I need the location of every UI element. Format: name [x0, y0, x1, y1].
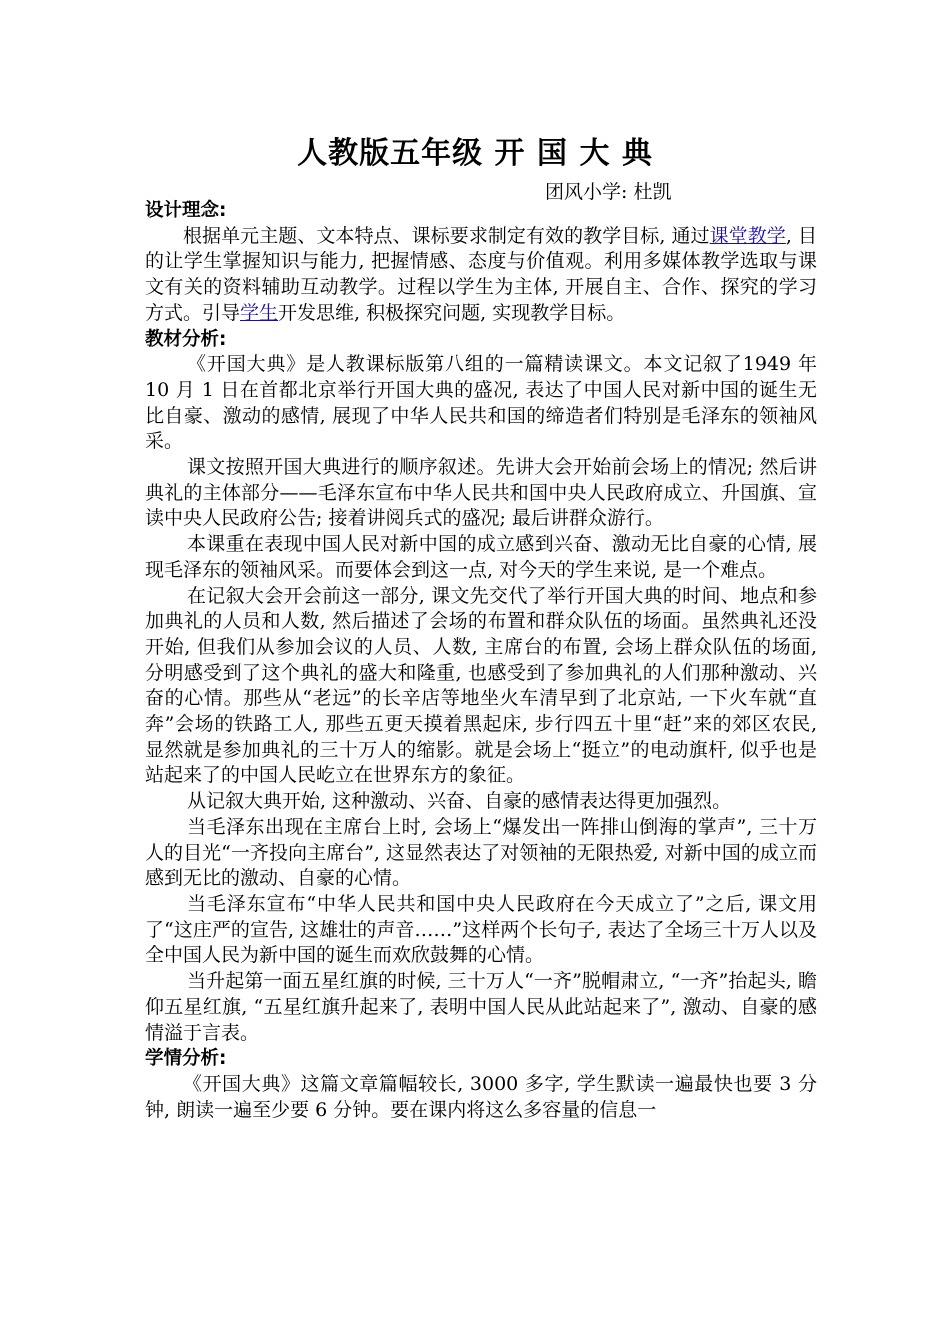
material-paragraph: 《开国大典》是人教课标版第八组的一篇精读课文。本文记叙了1949 年 10 月 1 日在首都北京举行开国大典的盛况, 表达了中国人民对新中国的诞生无比自豪、激动的感情, 展现了中华人民共和国的缔造者们特别是毛泽东的领袖风采。: [145, 353, 817, 453]
document-body: [145, 198, 817, 1123]
material-paragraph: 当毛泽东出现在主席台上时, 会场上“爆发出一阵排山倒海的掌声”, 三十万人的目光“一齐投向主席台”, 这显然表达了对领袖的无限热爱, 对新中国的成立而感到无比的激动、自豪的心情。: [145, 815, 817, 890]
material-paragraph: 当毛泽东宣布“中华人民共和国中央人民政府在今天成立了”之后, 课文用了“这庄严的宣告, 这雄壮的声音……”这样两个长句子, 表达了全场三十万人以及全中国人民为新中国的诞生而欢欣鼓舞的心情。: [145, 892, 817, 967]
section-heading-design: 设计理念:: [145, 200, 227, 221]
design-text-b: , 目的让学生掌握知识与能力, 把握情感、态度与价值观。利用多媒体教学选取与课文有关的资料辅助互动教学。过程以学生为主体, 开展自主、合作、探究的学习方式。引导: [145, 224, 817, 324]
document-title: 人教版五年级 开 国 大 典: [297, 136, 653, 171]
material-paragraph: 本课重在表现中国人民对新中国的成立感到兴奋、激动无比自豪的心情, 展现毛泽东的领袖风采。而要体会到这一点, 对今天的学生来说, 是一个难点。: [145, 533, 817, 581]
design-text-c: 开发思维, 积极探究问题, 实现教学目标。: [278, 301, 626, 324]
section-heading-students: 学情分析:: [145, 1048, 227, 1070]
link-students[interactable]: 学生: [240, 301, 279, 324]
design-text-a: 根据单元主题、文本特点、课标要求制定有效的教学目标, 通过: [183, 224, 710, 247]
material-paragraph: 当升起第一面五星红旗的时候, 三十万人“一齐”脱帽肃立, “一齐”抬起头, 瞻仰五星红旗, “五星红旗升起来了, 表明中国人民从此站起来了”, 激动、自豪的感情溢于言表。: [145, 970, 817, 1044]
author-line: 团风小学: 杜凯: [545, 181, 672, 203]
students-paragraph: 《开国大典》这篇文章篇幅较长, 3000 多字, 学生默读一遍最快也要 3 分钟, 朗读一遍至少要 6 分钟。要在课内将这么多容量的信息一: [145, 1072, 817, 1121]
material-paragraph: 从记叙大典开始, 这种激动、兴奋、自豪的感情表达得更加强烈。: [187, 790, 732, 813]
link-classroom-teaching[interactable]: 课堂教学: [709, 224, 786, 247]
section-heading-material: 教材分析:: [145, 328, 227, 350]
material-paragraph: 课文按照开国大典进行的顺序叙述。先讲大会开始前会场上的情况; 然后讲典礼的主体部分——毛泽东宣布中华人民共和国中央人民政府成立、升国旗、宣读中央人民政府公告; 接着讲阅兵式的盛况; 最后讲群众游行。: [145, 456, 817, 530]
design-paragraph: [145, 224, 817, 327]
material-paragraph: 在记叙大会开会前这一部分, 课文先交代了举行开国大典的时间、地点和参加典礼的人员和人数, 然后描述了会场的布置和群众队伍的场面。虽然典礼还没开始, 但我们从参加会议的人员、人数, 主席台的布置, 会场上群众队伍的场面, 分明感受到了这个典礼的盛大和隆重, 也感受到了参加典礼的人们那种激动、兴奋的心情。那些从“老远”的长辛店等地坐火车清早到了北京站, 一下火车就“直奔”会场的铁路工人, 那些五更天摸着黑起床, 步行四五十里“赶”来的郊区农民, 显然就是参加典礼的三十万人的缩影。就是会场上“挺立”的电动旗杆, 似乎也是站起来了的中国人民屹立在世界东方的象征。: [145, 584, 817, 787]
